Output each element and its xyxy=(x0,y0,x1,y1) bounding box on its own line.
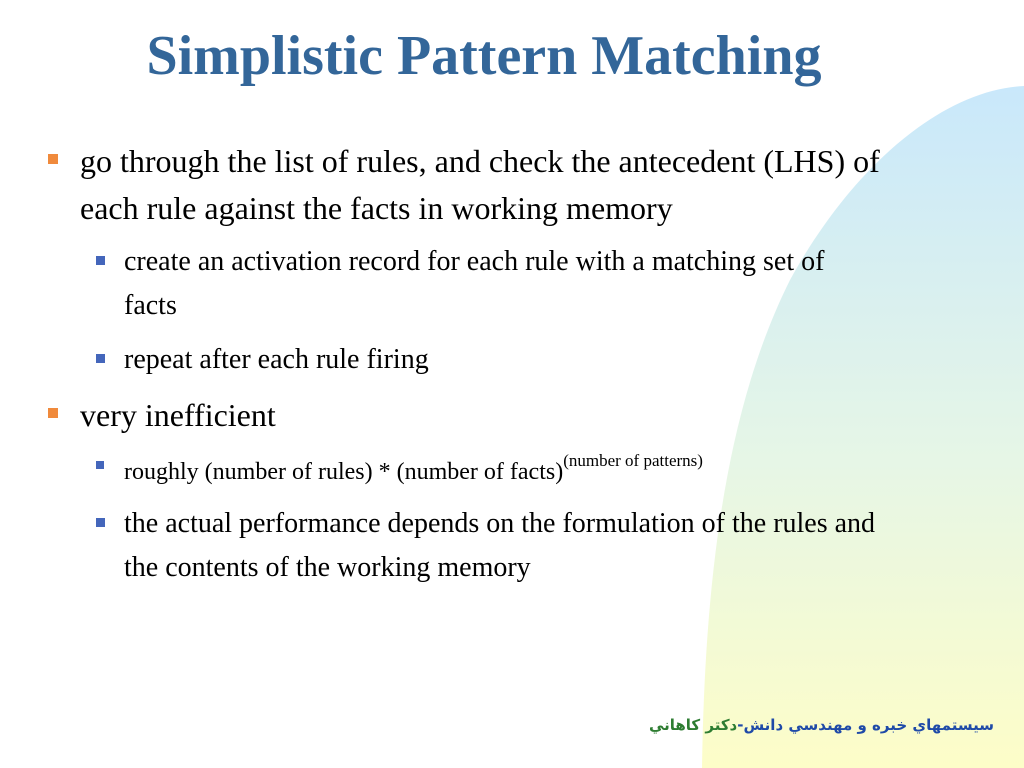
bullet-text: repeat after each rule firing xyxy=(124,344,429,375)
list-item xyxy=(48,502,884,590)
bullet-text: the actual performance depends on the formulation of the rules and the contents of the working memory xyxy=(124,508,876,583)
footer-author: دكتر كاهاني xyxy=(648,716,738,734)
slide-title: Simplistic Pattern Matching xyxy=(146,25,822,87)
slide-footer xyxy=(649,716,994,734)
superscript-text: (number of patterns) xyxy=(563,451,703,470)
bullet-text: create an activation record for each rule with a matching set of facts xyxy=(124,246,825,321)
list-item xyxy=(48,338,884,382)
footer-course-title: سيستمهاي خبره و مهندسي دانش- xyxy=(737,716,994,734)
list-item xyxy=(48,240,884,328)
list-item xyxy=(48,392,940,439)
square-bullet-icon xyxy=(96,461,104,469)
bullet-list xyxy=(48,138,948,600)
bullet-text: roughly (number of rules) * (number of facts) xyxy=(124,459,564,485)
bullet-text: very inefficient xyxy=(80,397,276,433)
square-bullet-icon xyxy=(96,256,105,265)
bullet-text: go through the list of rules, and check the antecedent (LHS) of each rule against the facts in working memory xyxy=(80,143,880,226)
list-item xyxy=(48,138,940,232)
square-bullet-icon xyxy=(48,154,58,164)
square-bullet-icon xyxy=(96,354,105,363)
square-bullet-icon xyxy=(48,408,58,418)
list-item xyxy=(48,447,884,490)
square-bullet-icon xyxy=(96,518,105,527)
